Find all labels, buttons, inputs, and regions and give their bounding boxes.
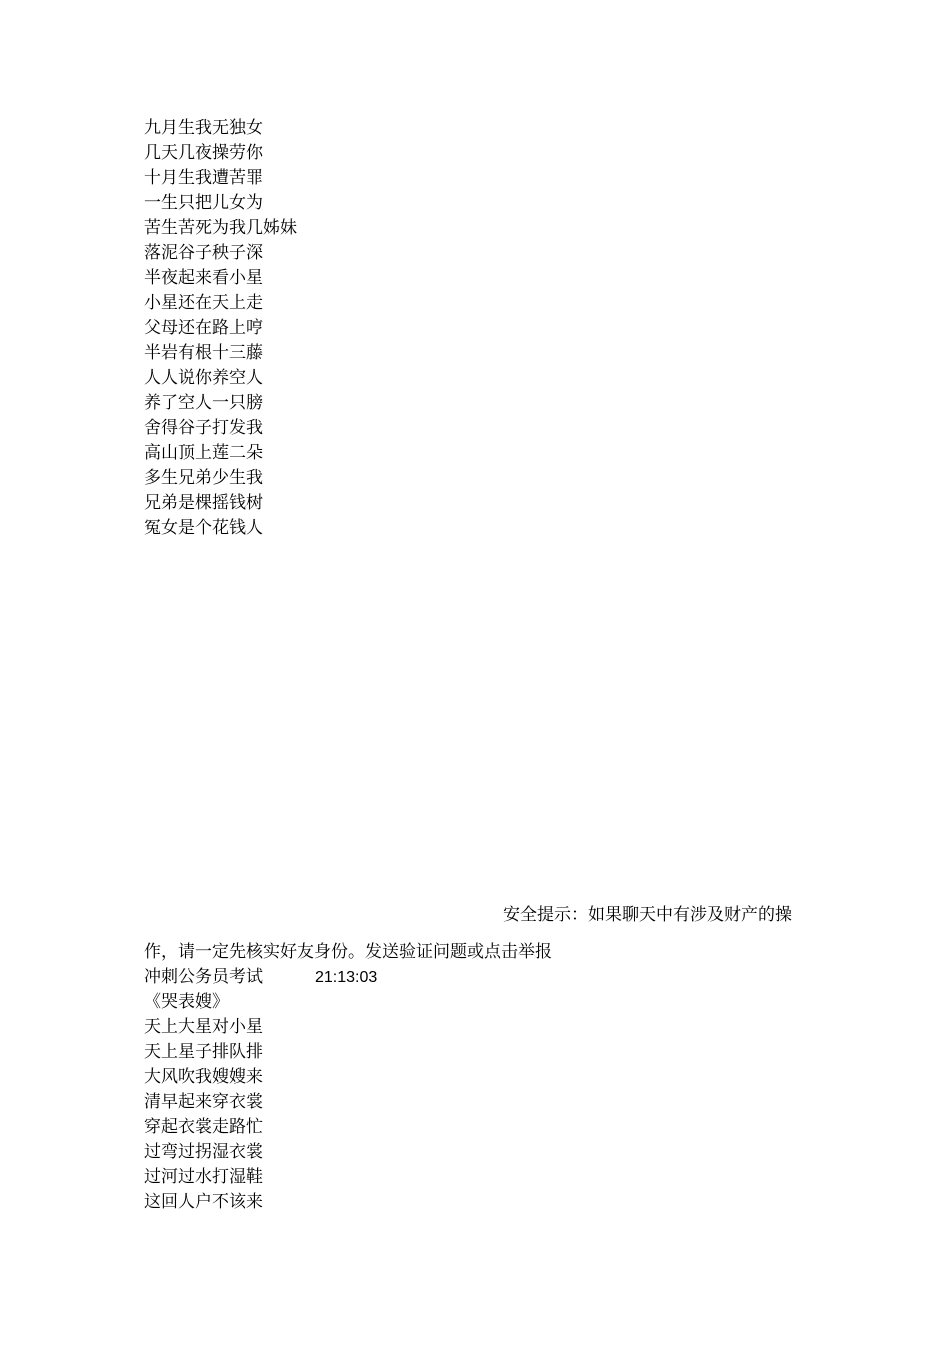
poem-line: 天上星子排队排	[144, 1042, 263, 1062]
poem-line: 父母还在路上哼	[144, 318, 263, 338]
message-header	[144, 965, 552, 990]
security-notice-line: 安全提示：如果聊天中有涉及财产的操	[503, 905, 792, 925]
poem-line: 大风吹我嫂嫂来	[144, 1067, 263, 1087]
poem-line: 几天几夜操劳你	[144, 143, 263, 163]
poem-line: 半夜起来看小星	[144, 268, 263, 288]
poem-line: 养了空人一只膀	[144, 393, 263, 413]
poem-line: 穿起衣裳走路忙	[144, 1117, 263, 1137]
poem-line: 半岩有根十三藤	[144, 343, 263, 363]
message-block	[144, 940, 552, 1215]
poem-line: 清早起来穿衣裳	[144, 1092, 263, 1112]
poem-lament-block	[144, 116, 297, 541]
security-notice-continuation: 作，请一定先核实好友身份。发送验证问题或点击举报	[144, 942, 552, 962]
poem-line: 过河过水打湿鞋	[144, 1167, 263, 1187]
poem-line: 多生兄弟少生我	[144, 468, 263, 488]
poem-line: 一生只把儿女为	[144, 193, 263, 213]
poem-line: 小星还在天上走	[144, 293, 263, 313]
poem-line: 过弯过拐湿衣裳	[144, 1142, 263, 1162]
poem-line: 舍得谷子打发我	[144, 418, 263, 438]
message-timestamp: 21:13:03	[315, 969, 378, 986]
poem-line: 人人说你养空人	[144, 368, 263, 388]
poem-line: 落泥谷子秧子深	[144, 243, 263, 263]
sender-name: 冲刺公务员考试	[144, 967, 263, 987]
poem-line: 这回人户不该来	[144, 1192, 263, 1212]
poem-line: 九月生我无独女	[144, 118, 263, 138]
poem-line: 高山顶上莲二朵	[144, 443, 263, 463]
poem-line: 冤女是个花钱人	[144, 518, 263, 538]
poem-line: 兄弟是棵摇钱树	[144, 493, 263, 513]
poem-line: 天上大星对小星	[144, 1017, 263, 1037]
poem-title: 《哭表嫂》	[144, 992, 229, 1012]
poem-line: 十月生我遭苦罪	[144, 168, 263, 188]
poem-line: 苦生苦死为我几姊妹	[144, 218, 297, 238]
